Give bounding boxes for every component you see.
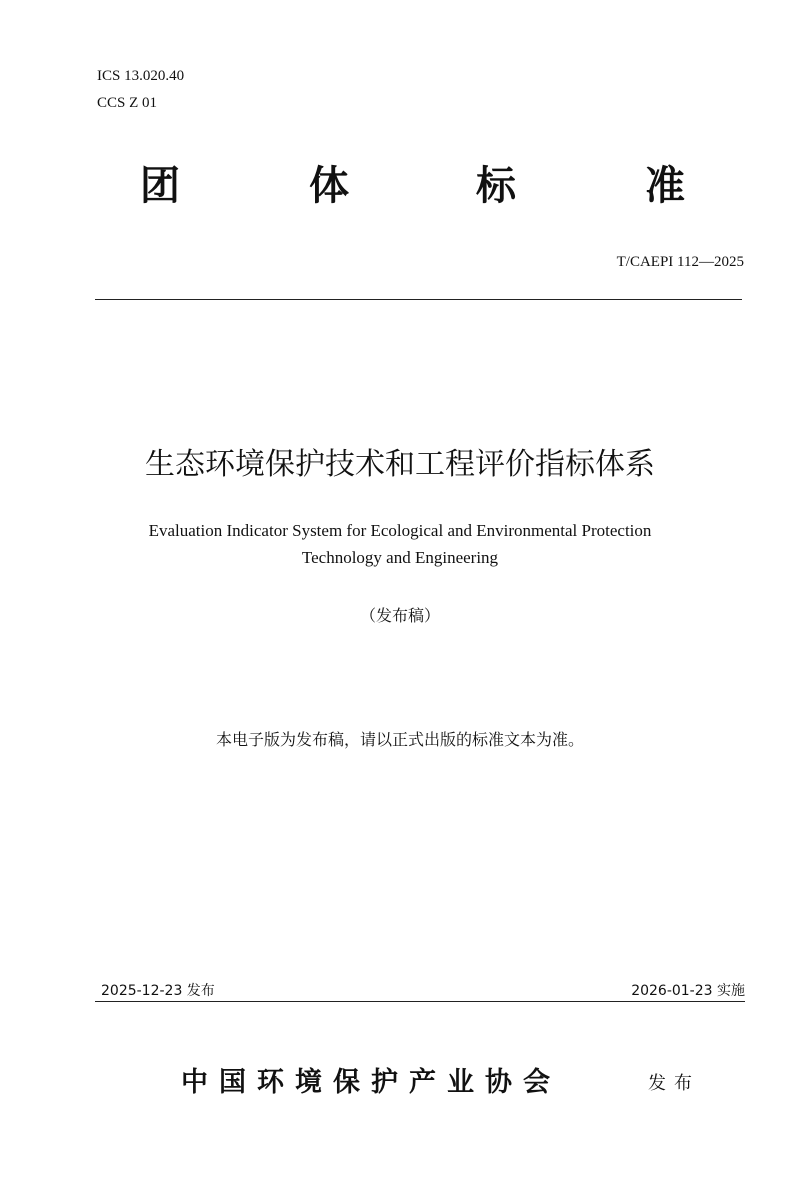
ics-code: ICS 13.020.40 [97,68,185,84]
title-english-line: Evaluation Indicator System for Ecological and Environmental Protection [148,521,652,540]
ccs-code: CCS Z 01 [97,95,158,111]
standard-type-heading [0,162,800,212]
title-chinese: 生态环境保护技术和工程评价指标体系 [145,447,655,482]
publisher-name: 中国环境保护产业协会 [181,1067,561,1098]
issue-date: 2025-12-23 发布 [101,983,215,999]
publisher-suffix: 发布 [648,1073,700,1094]
title-english-line: Technology and Engineering [301,548,499,567]
implementation-date: 2026-01-23 实施 [631,983,745,999]
bottom-divider [95,1001,745,1002]
standard-number: T/CAEPI 112—2025 [616,254,744,270]
standard-type-char: 体 [309,163,349,209]
electronic-version-notice: 本电子版为发布稿，请以正式出版的标准文本为准。 [215,730,584,749]
title-english [0,517,800,571]
top-divider [95,299,742,300]
standard-type-char: 标 [476,163,516,209]
standard-type-char: 准 [645,163,685,209]
draft-label: （发布稿） [359,606,440,625]
standard-type-char: 团 [140,163,180,209]
